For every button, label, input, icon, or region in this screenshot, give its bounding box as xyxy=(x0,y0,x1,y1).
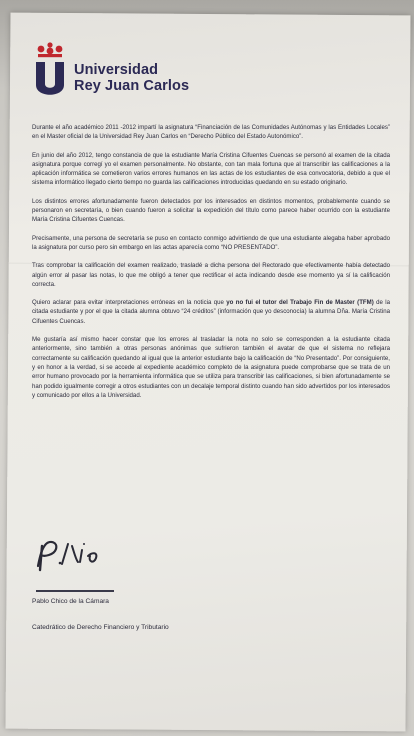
signer-title: Catedrático de Derecho Financiero y Tributario xyxy=(32,624,169,631)
university-logo xyxy=(30,40,250,104)
university-name-line2: Rey Juan Carlos xyxy=(74,78,190,94)
paragraph-4: Precisamente, una persona de secretaría se puso en contacto conmigo advirtiendo de que una estudiante alegaba haber aprobado la asignatura por curso pero sin embargo en las actas aparecía como “NO PRESENTADO”. xyxy=(32,234,390,251)
paragraph-7: Me gustaría así mismo hacer constar que los errores al trasladar la nota no solo se corresponden a la estudiante citada anteriormente, sino también a otras personas anónimas que sufrieron también el avatar de que el sistema no reflejara correctamente su calificación quedando al igual que la anterior estudiante bajo la calificación de “No Presentado”. Por consiguiente, y en honor a la verdad, si se accede al expediente académico completo de la asignatura puede comprobarse que se trata de un error humano provocado por la herramienta informática que se utiliza para transcribir las calificaciones, si bien afortunadamente se han podido igualmente corregir a otros estudiantes con un decalaje temporal distinto cuando han sido advertidos por los interesados y comunicado por ellos a la Universidad. xyxy=(32,336,390,399)
signature-underline xyxy=(36,590,114,592)
university-name xyxy=(74,62,189,94)
letter-body xyxy=(32,123,390,409)
paragraph-6-end: de la citada estudiante y por el que la citada alumna obtuvo “24 créditos” (información que yo desconocía) la alumna Dña. María Cristina Cifuentes Cuencas. xyxy=(32,299,390,325)
university-name-line1: Universidad xyxy=(74,62,159,78)
crown-u-icon xyxy=(30,40,70,104)
paragraph-5: Tras comprobar la calificación del examen realizado, trasladé a dicha persona del Rectorado que efectivamente había detectado algún error al pasar las notas, lo que me obligó a tener que rectificar el acta indicando desde ese momento ya sí la calificación correcta. xyxy=(32,262,390,288)
paragraph-2: En junio del año 2012, tengo constancia de que la estudiante María Cristina Cifuentes Cuencas se personó al examen de la citada asignatura porque corregí yo el examen personalmente. No obstante, con tan mala fortuna que al transcribir las calificaciones a la aplicación informática se cometieron varios errores humanos en las actas de los estudiantes de esa convocatoria, debido a que el sistema informático llegado cierto tiempo no guarda las calificaciones introducidas quedando en su estado originario. xyxy=(32,151,390,187)
paragraph-6 xyxy=(32,298,390,326)
signer-name: Pablo Chico de la Cámara xyxy=(32,598,109,605)
paragraph-6-start: Quiero aclarar para evitar interpretaciones erróneas en la noticia que xyxy=(32,299,227,307)
paragraph-3: Los distintos errores afortunadamente fueron detectados por los interesados en distintos momentos, probablemente cuando se personaron en secretaría, o bien cuando fueron a solicitar la expedición del título como parece haber ocurrido con la estudiante María Cristina Cifuentes Cuencas. xyxy=(32,197,390,224)
paragraph-1: Durante el año académico 2011 -2012 impartí la asignatura “Financiación de las Comunidades Autónomas y las Entidades Locales” en el Master oficial de la Universidad Rey Juan Carlos en “Derecho Público del Estado Autonómico”. xyxy=(32,124,390,141)
paragraph-6-emphasis: yo no fui el tutor del Trabajo Fin de Master (TFM) xyxy=(226,299,374,307)
handwritten-signature xyxy=(32,536,132,576)
